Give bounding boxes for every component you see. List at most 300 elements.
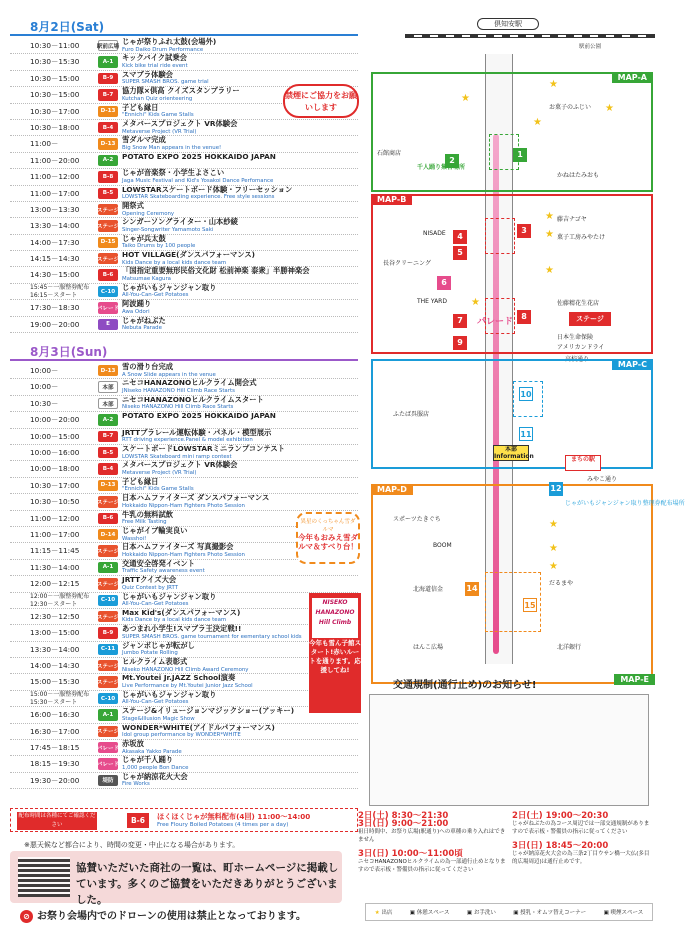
park-label: 駅前公園 — [579, 44, 602, 50]
event-name-en: Metaverse Project (VR Trial) — [122, 128, 197, 135]
traffic-map — [369, 694, 649, 806]
event-name: ジャンボじゃが転がし — [122, 640, 195, 650]
row-time: 10:30－15:00 — [30, 73, 80, 83]
street-label: 高校通り — [565, 356, 590, 363]
event-name-en: Akasaka Yakko Parade — [122, 748, 182, 755]
spot-3: 3 — [517, 224, 531, 238]
row-time: 10:00－ — [30, 382, 59, 392]
row-desc — [122, 300, 358, 315]
row-desc — [122, 445, 358, 460]
day2-header — [10, 343, 358, 361]
event-name-en: Kutchan Quiz orienteering — [122, 95, 193, 102]
event-name: じゃがねぶた — [122, 315, 166, 325]
row-time: 13:30－14:00 — [30, 221, 80, 231]
event-name-en: Idol group performance by WONDER*WHITE — [122, 732, 241, 739]
spot-6: 6 — [437, 276, 451, 290]
schedule-row — [10, 379, 358, 395]
row-time: 14:30－15:00 — [30, 270, 80, 280]
row-time: 11:00－20:00 — [30, 155, 80, 165]
location-badge: パレード — [98, 758, 118, 769]
booth-area — [485, 572, 541, 632]
map-e-tag: MAP-E — [614, 674, 655, 685]
event-name: Max Kid's(ダンスパフォーマンス) — [122, 607, 241, 617]
row-desc — [122, 38, 358, 53]
row-time: 11:15－11:45 — [30, 546, 80, 556]
row-desc — [122, 136, 358, 151]
location-badge: 本部 — [98, 398, 118, 409]
event-name-en: Niseko HANAZONO Hill Climb Race Starts — [122, 404, 234, 411]
schedule-row — [10, 707, 358, 723]
day1-title: 8月2日(Sat) — [30, 20, 105, 34]
event-name: JRTTブラレール運転体験・パネル・模型展示 — [122, 427, 272, 437]
row-desc — [122, 235, 358, 250]
event-name-en: Nebuta Parade — [122, 325, 162, 332]
event-name: スケートボードLOWSTARミニランプコンテスト — [122, 443, 285, 453]
location-badge: A-2 — [98, 155, 118, 166]
row-desc — [122, 461, 358, 476]
shop-label: お菓子のふじい — [549, 104, 592, 111]
location-badge: D-13 — [98, 138, 118, 149]
schedule-row — [10, 396, 358, 412]
snow-dharma-callout — [296, 512, 360, 564]
booth-star-icon: ★ — [549, 79, 558, 90]
spot-7: 7 — [453, 314, 467, 328]
event-name: じゃが音楽祭・小学生よさこい — [122, 168, 225, 178]
event-name: じゃがいもジャンジャン取り — [122, 591, 217, 601]
location-badge: B-4 — [98, 122, 118, 133]
schedule-row — [10, 284, 358, 300]
row-desc — [122, 251, 358, 266]
booth-star-icon: ★ — [533, 117, 542, 128]
traffic-desc: じゃが納涼花火大会の為三条2丁目ウサン橋一大仏(多目的広場周辺)は通行止めです。 — [512, 851, 650, 865]
event-name-en: "Ennichi" Kids Game Stalls — [122, 112, 194, 119]
shop-label: 長谷クリーニング — [383, 260, 431, 267]
row-desc — [122, 576, 358, 591]
hq-marker: 本部 Information — [494, 446, 534, 460]
sponsor-banner — [10, 851, 342, 906]
event-name: 雪の滑り台完成 — [122, 362, 174, 372]
event-name-en: Taiko Drums by 100 people — [122, 243, 196, 250]
row-desc — [122, 169, 358, 184]
location-badge: B-7 — [98, 89, 118, 100]
location-badge: ステージ — [98, 545, 118, 556]
row-desc — [122, 218, 358, 233]
row-time: 10:30－18:00 — [30, 122, 80, 132]
spot-14: 14 — [465, 582, 479, 596]
legend-item: ★ 出店 — [374, 910, 393, 916]
row-time: 10:30－ — [30, 398, 59, 408]
event-name-en: Furo Daiko Drum Performance — [122, 46, 204, 53]
row-time: 11:00－12:00 — [30, 513, 80, 523]
event-name-en: Traffic Safety awareness event — [122, 568, 205, 575]
event-name: 交通安全啓発イベント — [122, 558, 195, 568]
map-b-tag: MAP-B — [371, 194, 412, 205]
schedule-row — [10, 724, 358, 740]
legend-item: ▣ お手洗い — [466, 910, 496, 916]
location-badge: C-10 — [98, 286, 118, 297]
hill-climb-box: 今年も雪ん子館スタート!赤いルートを通ります。応援してね! — [309, 593, 361, 713]
event-name-en: Kids Dance by a local kids dance team — [122, 259, 227, 266]
event-name-en: Hokkaido Nippon-Ham Fighters Photo Session — [122, 551, 245, 558]
schedule-row — [10, 363, 358, 379]
qr-code[interactable] — [18, 857, 70, 897]
schedule-row — [10, 54, 358, 70]
event-name-en: Free Milk Tasting — [122, 519, 167, 526]
no-smoking-bubble: 禁煙にご協力をお願いします — [283, 84, 359, 118]
schedule-row — [10, 235, 358, 251]
shop-label: BOOM — [433, 542, 452, 549]
shop-label: 佐藤精花生花店 — [557, 300, 600, 307]
location-badge: 本部 — [98, 381, 118, 392]
event-name-en: Live Performance by Mt.Youtei Junior Jazz School — [122, 683, 253, 690]
legend-item: ▣ 休憩スペース — [409, 910, 450, 916]
drone-text: お祭り会場内でのドローンの使用は禁止となっております。 — [37, 911, 306, 922]
schedule-row — [10, 38, 358, 54]
street-label: みやこ通り — [587, 476, 618, 483]
location-badge: D-13 — [98, 106, 118, 117]
event-name: 日本ハムファイターズ 写真撮影会 — [122, 542, 234, 552]
schedule-row — [10, 461, 358, 477]
event-name-en: RTT driving experience.Panel & model exhibition — [122, 437, 253, 444]
event-name: 「国指定重要無形民俗文化財 松前神楽 泰衆」半勝神楽会 — [122, 266, 310, 276]
event-name: じゃがいもジャンジャン取り — [122, 282, 217, 292]
booth-star-icon: ★ — [545, 265, 554, 276]
no-drone-icon: ⊘ — [20, 910, 33, 923]
event-name-en: 1,000 people Bon Dance — [122, 765, 189, 771]
event-name-en: Big Snow Man appears in the venue! — [122, 144, 222, 151]
schedule-row — [10, 494, 358, 510]
map-b-zone — [371, 194, 653, 354]
schedule-row — [10, 674, 358, 690]
callout-main: 今年もおみえ雪ダルマ＆すべり台！ — [298, 533, 358, 551]
row-time: 10:30－17:00 — [30, 480, 80, 490]
row-time: 11:00－ — [30, 139, 59, 149]
event-name-en: Awa Odori — [122, 308, 150, 315]
event-name: じゃがイブ輪実良い — [122, 525, 188, 535]
event-name: じゃが兵太鼓 — [122, 233, 166, 243]
event-name: 子ども縁日 — [122, 476, 159, 486]
row-desc — [122, 494, 358, 509]
location-badge: C-11 — [98, 644, 118, 655]
shop-label: THE YARD — [417, 298, 447, 305]
spot-11: 11 — [519, 427, 533, 441]
event-name: メタバースプロジェクト VR体験会 — [122, 118, 238, 128]
event-name: LOWSTARスケートボード体験・フリーセッション — [122, 184, 293, 194]
row-desc — [122, 379, 358, 394]
location-badge: ステージ — [98, 726, 118, 737]
shop-label: かねはたみおも — [557, 172, 600, 179]
schedule-row — [10, 625, 358, 641]
location-badge: ステージ — [98, 660, 118, 671]
row-time: 11:00－17:00 — [30, 188, 80, 198]
booth-star-icon: ★ — [545, 229, 554, 240]
sponsor-text: 協賛いただいた商社の一覧は、町ホームページに掲載しています。多くのご協賛をいただきありがとうございました。 — [76, 862, 339, 906]
schedule-row — [10, 642, 358, 658]
row-time: 17:45－18:15 — [30, 743, 80, 753]
booth-area — [485, 218, 515, 254]
event-name-en: Matsumae Kagura — [122, 276, 171, 283]
schedule-row — [10, 300, 358, 316]
notice-badge: B-6 — [127, 813, 149, 828]
row-desc — [122, 202, 358, 217]
schedule-row — [10, 186, 358, 202]
event-name-en: All-You-Can-Get Potatoes — [122, 292, 189, 299]
location-badge: B-6 — [98, 513, 118, 524]
schedule-row — [10, 429, 358, 445]
potato-notice — [10, 808, 358, 832]
schedule-row — [10, 251, 358, 267]
weather-caution: ※悪天候など都合により、時間の変更・中止になる場合があります。 — [24, 841, 240, 849]
location-badge: D-14 — [98, 529, 118, 540]
row-time: 14:15－14:30 — [30, 254, 80, 264]
traffic-time: 2日(土) 19:00～20:30 — [512, 811, 609, 821]
row-time: 12:00－12:15 — [30, 579, 80, 589]
event-name: じゃがいもジャンジャン取り — [122, 689, 217, 699]
traffic-info-2 — [512, 812, 654, 866]
schedule-row — [10, 658, 358, 674]
event-name: WONDER*WHITE(アイドルパフォーマンス) — [122, 722, 275, 732]
notice-jp: ほくほくじゃが無料配布(4回) 11:00～14:00 — [157, 812, 311, 821]
event-name-en: Niseko HANAZONO Hill Climb Award Ceremony — [122, 666, 249, 673]
row-time: 12:30－12:50 — [30, 611, 80, 621]
location-badge: ステージ — [98, 496, 118, 507]
row-time: 13:00－13:30 — [30, 204, 80, 214]
location-badge: D-15 — [98, 237, 118, 248]
spot-label: 石館商店 — [377, 150, 402, 157]
row-time: 11:00－17:00 — [30, 529, 80, 539]
location-badge: B-6 — [98, 269, 118, 280]
traffic-notice — [365, 672, 655, 812]
row-desc — [122, 724, 358, 739]
schedule-row — [10, 202, 358, 218]
railway — [405, 34, 655, 38]
event-name-en: Quiz Contest by JRTT — [122, 584, 179, 591]
day1-schedule — [10, 38, 358, 333]
row-desc — [122, 756, 358, 771]
event-name: ステージ&イリュージョンマジックショー(アッキー) — [122, 706, 295, 716]
shop-label: 藤吉ナゴヤ — [557, 216, 587, 223]
location-badge: ステージ — [98, 676, 118, 687]
row-desc — [122, 54, 358, 69]
row-time: 11:30－14:00 — [30, 562, 80, 572]
event-name-en: Opening Ceremony — [122, 210, 175, 217]
location-badge: A-1 — [98, 562, 118, 573]
event-name-en: LOWSTAR Skateboarding experience. Free style sessions — [122, 194, 275, 201]
station-label: 倶知安駅 — [477, 18, 539, 30]
row-desc — [122, 120, 358, 135]
location-badge: ステージ — [98, 220, 118, 231]
location-badge: B-5 — [98, 188, 118, 199]
row-time: 10:00－20:00 — [30, 415, 80, 425]
traffic-time: 2日(土) 8:30～21:30 — [358, 811, 449, 821]
spot-label: 千人踊り集合場所 — [417, 164, 466, 171]
row-desc — [122, 267, 358, 282]
location-badge: C-10 — [98, 595, 118, 606]
location-badge: B-5 — [98, 447, 118, 458]
event-name: 阿波踊り — [122, 299, 152, 309]
event-name-en: Hokkaido Nippon-Ham Fighters Photo Session — [122, 502, 245, 509]
row-time: 10:30－15:00 — [30, 90, 80, 100]
machi-no-eki-marker: まちの駅 — [565, 455, 601, 471]
location-badge: ステージ — [98, 253, 118, 264]
location-badge: A-2 — [98, 414, 118, 425]
location-badge: B-4 — [98, 463, 118, 474]
location-badge: A-1 — [98, 56, 118, 67]
drone-warning — [20, 907, 306, 923]
location-badge: ステージ — [98, 578, 118, 589]
event-name-en: Wasshoi! — [122, 535, 147, 542]
shop-label: はんこ広場 — [413, 644, 444, 651]
spot-15: 15 — [523, 598, 537, 612]
row-time: 15:45－一服整券配布 16:15－スタート — [30, 284, 90, 299]
location-badge: ステージ — [98, 204, 118, 215]
event-name-en: Kick bike trial ride event — [122, 62, 188, 69]
schedule-row — [10, 267, 358, 283]
location-badge: B-9 — [98, 73, 118, 84]
location-badge: A-1 — [98, 709, 118, 720]
row-time: 19:30－20:00 — [30, 775, 80, 785]
row-desc — [122, 773, 358, 788]
map-c-zone — [371, 359, 653, 469]
map-a-tag: MAP-A — [612, 72, 653, 83]
traffic-time: 3日(日) 10:00～11:00頃 — [358, 849, 463, 859]
schedule-row — [10, 740, 358, 756]
map-c-tag: MAP-C — [612, 359, 653, 370]
event-name-en: Fire Works — [122, 781, 150, 788]
event-name: 赤坂放 — [122, 739, 144, 749]
event-name: JRTTクイズ大会 — [122, 575, 177, 585]
row-time: 13:30－14:00 — [30, 644, 80, 654]
event-name: Mt.Youtei Jr.JAZZ School演奏 — [122, 673, 236, 683]
shop-label: だるまや — [549, 580, 574, 587]
row-time: 19:00－20:00 — [30, 319, 80, 329]
schedule-row — [10, 218, 358, 234]
notice-label: 配布時間は各種にてご確認ください — [18, 813, 96, 828]
location-badge: B-8 — [98, 171, 118, 182]
notice-en: Free Floury Boiled Potatoes (4 times per a day) — [157, 822, 289, 828]
location-badge: ステージ — [98, 611, 118, 622]
event-name: ヒルクライム表彰式 — [122, 657, 188, 667]
shop-label: スポーツたきぐち — [393, 516, 441, 523]
schedule-row — [10, 773, 358, 789]
event-name: 牛乳の無料試飲 — [122, 509, 174, 519]
row-time: 16:00－16:30 — [30, 710, 80, 720]
event-name: シンガーソングライター・山本紗綾 — [122, 217, 238, 227]
event-name-en: "Ennichi" Kids Game Stalls — [122, 486, 194, 493]
event-name: ニセコHANAZONOヒルクライム開会式 — [122, 378, 257, 388]
shop-label: 菓子工房みやたけ — [557, 234, 606, 241]
booth-star-icon: ★ — [605, 103, 614, 114]
schedule-row — [10, 153, 358, 169]
schedule-column — [10, 18, 358, 789]
shop-label: 日本生命保険 — [557, 334, 594, 341]
location-badge: E — [98, 319, 118, 330]
row-desc — [122, 363, 358, 378]
event-name-en: LOWSTAR Skateboard mini ramp contest — [122, 453, 232, 460]
shop-label: 北海道信金 — [413, 586, 444, 593]
row-desc — [122, 478, 358, 493]
event-name: POTATO EXPO 2025 HOKKAIDO JAPAN — [122, 411, 276, 421]
schedule-row — [10, 576, 358, 592]
row-desc — [122, 317, 358, 332]
row-time: 11:00－12:00 — [30, 172, 80, 182]
row-time: 14:00－17:30 — [30, 237, 80, 247]
row-time: 14:00－14:30 — [30, 661, 80, 671]
row-time: 10:00－ — [30, 366, 59, 376]
schedule-row — [10, 593, 358, 609]
event-name-en: All-You-Can-Get Potatoes — [122, 699, 189, 706]
row-desc — [122, 429, 358, 444]
booth-star-icon: ★ — [549, 561, 558, 572]
location-badge: パレード — [98, 742, 118, 753]
event-name-en: A Snow Slide appears in the venue — [122, 371, 216, 378]
booth-star-icon: ★ — [471, 297, 480, 308]
row-time: 10:30－10:50 — [30, 497, 80, 507]
traffic-desc: ニセコHANAZONOヒルクライムの為一部通行止めとなりますので表示板・警備員の指示に従ってください — [358, 859, 506, 873]
location-badge: B-7 — [98, 431, 118, 442]
event-name-en: Jaga Music Festival and Kid's Yosakoi Dance Perfomance — [122, 177, 274, 184]
row-time: 10:30－15:30 — [30, 57, 80, 67]
row-time: 10:30－11:00 — [30, 41, 80, 50]
traffic-title: 交通規制(通行止め)のお知らせ! — [393, 680, 537, 691]
row-time: 15:00－15:30 — [30, 677, 80, 687]
legend-item: ▣ 喫煙スペース — [603, 910, 644, 916]
row-time: 15:00－一服整券配布 15:30－スタート — [30, 691, 90, 706]
row-time: 10:00－16:00 — [30, 447, 80, 457]
row-desc — [122, 284, 358, 299]
traffic-time: 3日(日) 18:45～20:00 — [512, 841, 609, 851]
map-legend — [365, 903, 653, 921]
event-name: 開祭式 — [122, 200, 144, 210]
location-badge: B-9 — [98, 627, 118, 638]
schedule-row — [10, 445, 358, 461]
stage-marker: ステージ — [569, 312, 611, 326]
map-d-zone — [371, 484, 685, 684]
hill-climb-logo: NISEKO HANAZONO Hill Climb — [312, 598, 358, 638]
event-name: ニセコHANAZONOヒルクライムスタート — [122, 394, 264, 404]
event-name-en: Metaverse Project (VR Trial) — [122, 469, 197, 476]
row-time: 10:00－18:00 — [30, 464, 80, 474]
spot-5: 5 — [453, 246, 467, 260]
location-badge: C-10 — [98, 693, 118, 704]
row-time: 17:30－18:30 — [30, 303, 80, 313]
day1-header — [10, 18, 358, 36]
spot-10: 10 — [519, 387, 533, 401]
day2-schedule — [10, 363, 358, 789]
row-time: 16:30－17:00 — [30, 726, 80, 736]
schedule-row — [10, 691, 358, 707]
row-time: 18:15－19:30 — [30, 759, 80, 769]
booth-area — [485, 298, 515, 334]
event-name-en: JNiseko HANAZONO Hill Climb Race Starts — [122, 388, 235, 395]
schedule-row — [10, 136, 358, 152]
shop-label: NISADE — [423, 230, 446, 237]
spot-12: 12 — [549, 482, 563, 496]
traffic-time: 3日(日) 9:00～21:00 — [358, 819, 449, 829]
booth-star-icon: ★ — [549, 519, 558, 530]
map-a-zone — [371, 72, 653, 192]
event-name-en: SUPER SMASH BROS. game tournament for eementary school kids — [122, 633, 302, 640]
row-desc — [122, 396, 358, 411]
location-badge: 駅前広場 — [98, 40, 118, 51]
spot-1: 1 — [513, 148, 527, 162]
schedule-row — [10, 120, 358, 136]
spot-2: 2 — [445, 154, 459, 168]
row-time: 10:30－17:00 — [30, 106, 80, 116]
row-time: 12:00－一服整券配布 12:30－スタート — [30, 593, 90, 608]
event-name: 雪ダルマ完成 — [122, 135, 166, 145]
booth-star-icon: ★ — [549, 543, 558, 554]
